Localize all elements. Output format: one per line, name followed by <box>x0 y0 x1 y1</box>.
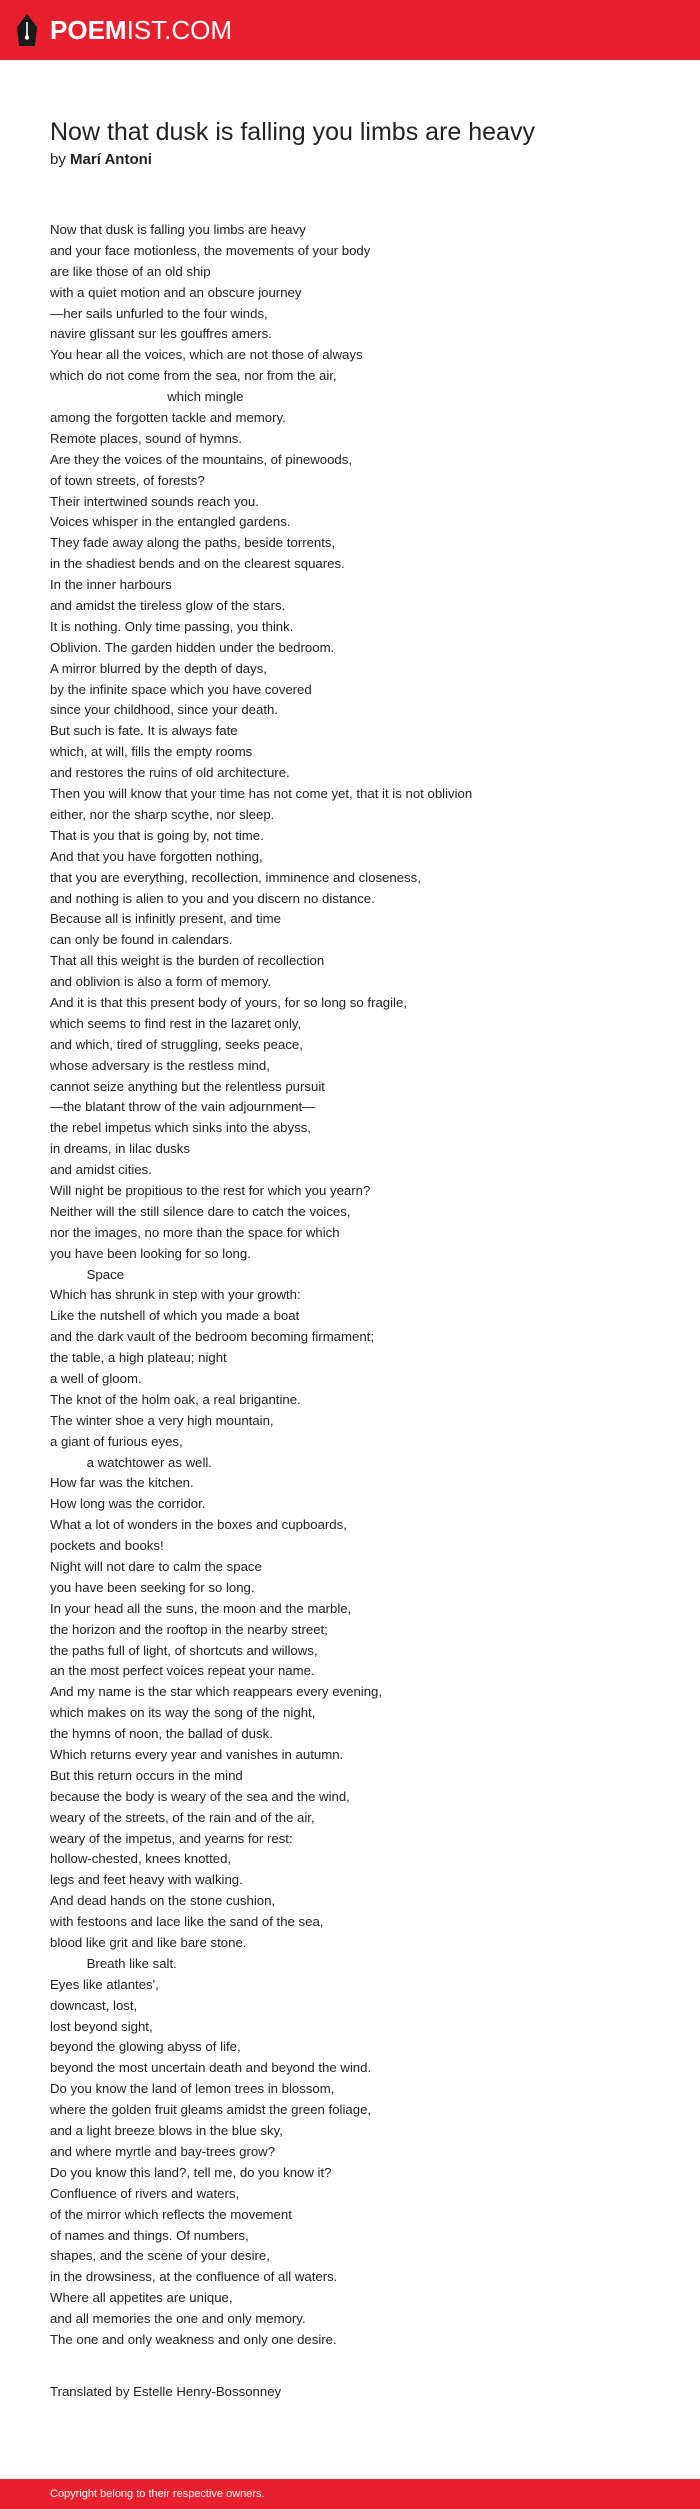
poem-line: Will night be propitious to the rest for which you yearn? <box>50 1182 371 1198</box>
poem-line: But such is fate. It is always fate <box>50 723 238 739</box>
poem-line: Breath like salt. <box>50 1955 177 1971</box>
poem-line: that you are everything, recollection, imminence and closeness, <box>50 869 421 885</box>
poem-line: And it is that this present body of yours, for so long so fragile, <box>50 994 407 1010</box>
author-link[interactable]: Marí Antoni <box>70 151 152 168</box>
poem-line: A mirror blurred by the depth of days, <box>50 660 267 676</box>
poem-line: downcast, lost, <box>50 1997 138 2013</box>
poem-heading <box>50 116 670 170</box>
poem-line: And my name is the star which reappears every evening, <box>50 1684 383 1700</box>
poem-line: which do not come from the sea, nor from the air, <box>50 368 337 384</box>
poem-line: beyond the glowing abyss of life, <box>50 2039 241 2055</box>
poem-line: and all memories the one and only memory. <box>50 2311 306 2327</box>
poem-line: by the infinite space which you have covered <box>50 681 312 697</box>
poem-line: either, nor the sharp scythe, nor sleep. <box>50 806 275 822</box>
poem-line: Because all is infinitly present, and time <box>50 911 281 927</box>
poem-line: Now that dusk is falling you limbs are heavy <box>50 222 306 237</box>
poem-line: Do you know the land of lemon trees in blossom, <box>50 2081 335 2097</box>
logo-text-bold: POEM <box>50 15 127 45</box>
poem-line: a watchtower as well. <box>50 1454 212 1470</box>
poem-line: Remote places, sound of hymns. <box>50 430 243 446</box>
poem-line: They fade away along the paths, beside torrents, <box>50 535 336 551</box>
poem-line: What a lot of wonders in the boxes and cupboards, <box>50 1517 347 1533</box>
poem-line: And that you have forgotten nothing, <box>50 848 263 864</box>
poem-line: a giant of furious eyes, <box>50 1433 183 1449</box>
site-logo[interactable] <box>16 13 232 47</box>
poem-line: are like those of an old ship <box>50 263 211 279</box>
poem-line: in dreams, in lilac dusks <box>50 1141 190 1157</box>
poem-line: Then you will know that your time has not come yet, that it is not oblivion <box>50 786 473 802</box>
poem-line: Their intertwined sounds reach you. <box>50 493 259 509</box>
site-footer <box>0 2479 700 2509</box>
poem-line: The knot of the holm oak, a real brigantine. <box>50 1391 301 1407</box>
poem-line: which, at will, fills the empty rooms <box>50 744 253 760</box>
poem-line: because the body is weary of the sea and the wind, <box>50 1788 350 1804</box>
byline-prefix: by <box>50 151 66 168</box>
poem-line: in the drowsiness, at the confluence of all waters. <box>50 2269 338 2285</box>
poem-line: and oblivion is also a form of memory. <box>50 974 272 990</box>
poem-line: with a quiet motion and an obscure journey <box>50 284 302 300</box>
poem-line: with festoons and lace like the sand of the sea, <box>50 1914 324 1930</box>
poem-line: legs and feet heavy with walking. <box>50 1872 243 1888</box>
poem-line: Do you know this land?, tell me, do you know it? <box>50 2164 332 2180</box>
poem-line: —her sails unfurled to the four winds, <box>50 305 268 321</box>
poem-line: the rebel impetus which sinks into the abyss, <box>50 1120 311 1136</box>
poem-line: lost beyond sight, <box>50 2018 153 2034</box>
poem-line: among the forgotten tackle and memory. <box>50 410 286 426</box>
poem-line: of names and things. Of numbers, <box>50 2227 249 2243</box>
site-logo-text <box>50 13 232 47</box>
poem-line: Which returns every year and vanishes in autumn. <box>50 1747 344 1763</box>
poem-line: can only be found in calendars. <box>50 932 233 948</box>
poem-line: in the shadiest bends and on the clearest squares. <box>50 556 345 572</box>
poem-line: and the dark vault of the bedroom becoming firmament; <box>50 1329 375 1345</box>
translator-note: Translated by Estelle Henry-Bossonney <box>50 2384 282 2399</box>
poem-line: and a light breeze blows in the blue sky, <box>50 2123 283 2139</box>
poem-line: Which has shrunk in step with your growth: <box>50 1287 301 1303</box>
poem-line: shapes, and the scene of your desire, <box>50 2248 270 2264</box>
poem-title: Now that dusk is falling you limbs are heavy <box>50 118 535 146</box>
poem-line: and nothing is alien to you and you discern no distance. <box>50 890 375 906</box>
poem-line: But this return occurs in the mind <box>50 1767 243 1783</box>
poem-line: In your head all the suns, the moon and the marble, <box>50 1600 352 1616</box>
poem-line: It is nothing. Only time passing, you think. <box>50 618 294 634</box>
byline <box>50 150 670 170</box>
site-header <box>0 0 700 60</box>
poem-line: Eyes like atlantes', <box>50 1976 159 1992</box>
poem-line: of the mirror which reflects the movement <box>50 2206 292 2222</box>
poem-line: Where all appetites are unique, <box>50 2290 233 2306</box>
poem-line: Neither will the still silence dare to catch the voices, <box>50 1203 351 1219</box>
poem-line: In the inner harbours <box>50 577 172 593</box>
logo-text-light: IST.COM <box>126 15 233 45</box>
poem-line: Voices whisper in the entangled gardens. <box>50 514 291 530</box>
poem-line: weary of the impetus, and yearns for rest: <box>50 1830 293 1846</box>
poem-line: and restores the ruins of old architecture. <box>50 765 290 781</box>
poem-line: the paths full of light, of shortcuts and willows, <box>50 1642 318 1658</box>
poem-line: you have been seeking for so long. <box>50 1579 255 1595</box>
poem-line: Are they the voices of the mountains, of pinewoods, <box>50 451 353 467</box>
poem-line: the horizon and the rooftop in the nearby street; <box>50 1621 328 1637</box>
poem-line: an the most perfect voices repeat your name. <box>50 1663 315 1679</box>
poem-line: you have been looking for so long. <box>50 1245 251 1261</box>
poem-line: which mingle <box>50 389 244 405</box>
poem-line: a well of gloom. <box>50 1370 142 1386</box>
poem-line: How far was the kitchen. <box>50 1475 194 1491</box>
pen-nib-icon <box>16 13 38 47</box>
poem-line: Night will not dare to calm the space <box>50 1559 262 1574</box>
poem-line: which makes on its way the song of the night, <box>50 1705 316 1721</box>
poem-line: which seems to find rest in the lazaret only, <box>50 1015 302 1031</box>
poem-line: of town streets, of forests? <box>50 472 205 488</box>
poem-line: pockets and books! <box>50 1538 164 1554</box>
poem-line: That is you that is going by, not time. <box>50 827 264 843</box>
poem-line: and amidst the tireless glow of the stars. <box>50 598 286 614</box>
poem-line: the table, a high plateau; night <box>50 1350 227 1366</box>
poem-line: That all this weight is the burden of recollection <box>50 953 325 969</box>
poem-line: the hymns of noon, the ballad of dusk. <box>50 1726 273 1742</box>
poem-line: Oblivion. The garden hidden under the bedroom. <box>50 639 335 655</box>
poem-body <box>50 220 670 2351</box>
copyright-text: Copyright belong to their respective owners. <box>50 2488 265 2500</box>
poem-line: Confluence of rivers and waters, <box>50 2185 240 2201</box>
poem-line: hollow-chested, knees knotted, <box>50 1851 232 1867</box>
poem-line: and where myrtle and bay-trees grow? <box>50 2143 276 2159</box>
poem-line: navire glissant sur les gouffres amers. <box>50 326 272 342</box>
poem-line: Space <box>50 1266 125 1282</box>
poem-line: and your face motionless, the movements of your body <box>50 242 371 258</box>
poem-line: whose adversary is the restless mind, <box>50 1057 270 1073</box>
poem-line: The one and only weakness and only one desire. <box>50 2331 337 2347</box>
poem-line: blood like grit and like bare stone. <box>50 1935 247 1951</box>
poem-line: where the golden fruit gleams amidst the green foliage, <box>50 2102 372 2118</box>
poem-line: and which, tired of struggling, seeks peace, <box>50 1036 303 1052</box>
poem-line: nor the images, no more than the space for which <box>50 1224 340 1240</box>
poem-line: You hear all the voices, which are not those of always <box>50 347 363 363</box>
poem-line: Like the nutshell of which you made a boat <box>50 1308 300 1324</box>
poem-line: weary of the streets, of the rain and of the air, <box>50 1809 315 1825</box>
poem-line: And dead hands on the stone cushion, <box>50 1893 276 1909</box>
poem-line: cannot seize anything but the relentless pursuit <box>50 1078 325 1094</box>
poem-line: since your childhood, since your death. <box>50 702 278 718</box>
poem-line: —the blatant throw of the vain adjournment— <box>50 1099 316 1115</box>
poem-line: How long was the corridor. <box>50 1496 206 1512</box>
poem-line: The winter shoe a very high mountain, <box>50 1412 274 1428</box>
poem-line: and amidst cities. <box>50 1162 152 1178</box>
poem-line: beyond the most uncertain death and beyond the wind. <box>50 2060 372 2076</box>
